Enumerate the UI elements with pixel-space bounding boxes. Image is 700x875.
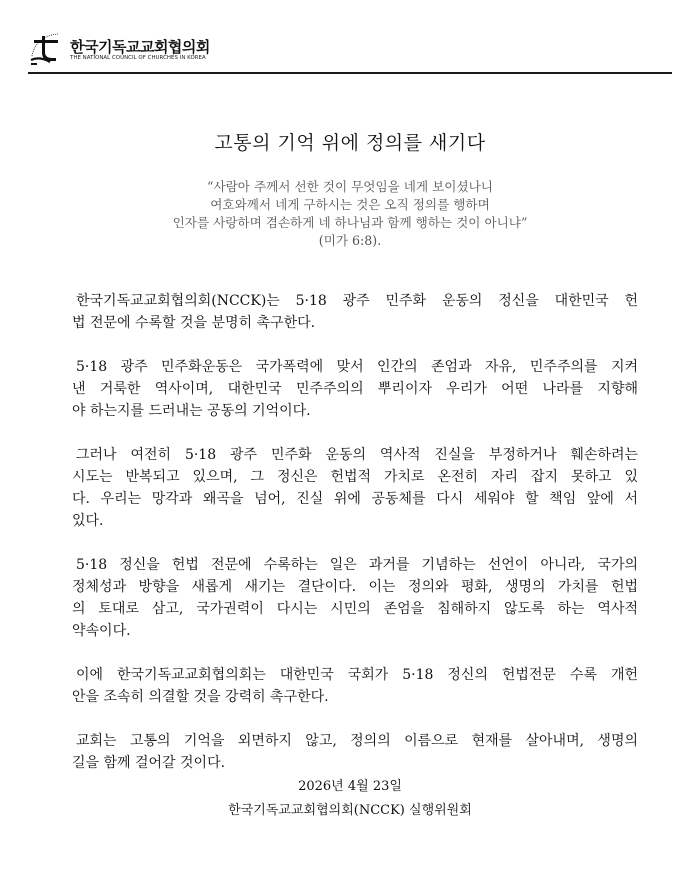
paragraph-line: 의 토대로 삼고, 국가권력이 다시는 시민의 존엄을 침해하지 않도록 하는 역사적 bbox=[72, 601, 638, 617]
org-name-ko: 한국기독교교회협의회 bbox=[70, 38, 210, 56]
paragraph-line: 낸 거룩한 역사이며, 대한민국 민주주의의 뿌리이자 우리가 어떤 나라를 지향해 bbox=[72, 381, 638, 397]
signature-date: 2026년 4월 23일 bbox=[298, 779, 402, 794]
paragraph-line: 야 하는지를 드러내는 공동의 기억이다. bbox=[72, 403, 311, 419]
quote-line: 여호와께서 네게 구하시는 것은 오직 정의를 행하며 bbox=[210, 197, 490, 212]
paragraph-line: 교회는 고통의 기억을 외면하지 않고, 정의의 이름으로 현재를 살아내며, 생명의 bbox=[76, 733, 638, 749]
paragraph-line: 안을 조속히 의결할 것을 강력히 촉구한다. bbox=[72, 689, 329, 705]
paragraph-line: 한국기독교교회협의회(NCCK)는 5·18 광주 민주화 운동의 정신을 대한민국 헌 bbox=[76, 293, 638, 309]
quote-line: 인자를 사랑하며 겸손하게 네 하나님과 함께 행하는 것이 아니냐” bbox=[172, 215, 528, 230]
header-divider bbox=[28, 72, 672, 74]
ncck-cross-logo-icon bbox=[28, 30, 66, 66]
signature-signer: 한국기독교교회협의회(NCCK) 실행위원회 bbox=[228, 803, 472, 818]
quote-line: “사람아 주께서 선한 것이 무엇임을 네게 보이셨나니 bbox=[207, 179, 493, 194]
paragraph bbox=[72, 444, 638, 532]
signature-block bbox=[0, 775, 700, 823]
paragraph-line: 5·18 정신을 헌법 전문에 수록하는 일은 과거를 기념하는 선언이 아니라, 국가의 bbox=[76, 557, 638, 573]
paragraph bbox=[72, 554, 638, 642]
paragraph bbox=[72, 664, 638, 708]
paragraph-line: 법 전문에 수록할 것을 분명히 촉구한다. bbox=[72, 315, 316, 331]
paragraph bbox=[72, 290, 638, 334]
paragraph-line: 약속이다. bbox=[72, 623, 131, 639]
paragraph bbox=[72, 356, 638, 422]
quote-citation: (미가 6:8). bbox=[318, 233, 382, 248]
paragraph-line: 길을 함께 걸어갈 것이다. bbox=[72, 755, 226, 771]
document-title: 고통의 기억 위에 정의를 새기다 bbox=[214, 132, 486, 154]
paragraph bbox=[72, 730, 638, 774]
paragraph-line: 5·18 광주 민주화운동은 국가폭력에 맞서 인간의 존엄과 자유, 민주주의를 지켜 bbox=[76, 359, 638, 375]
scripture-quote bbox=[0, 178, 700, 250]
paragraph-line: 그러나 여전히 5·18 광주 민주화 운동의 역사적 진실을 부정하거나 훼손하려는 bbox=[76, 447, 638, 463]
paragraph-line: 있다. bbox=[72, 513, 104, 529]
paragraph-line: 정체성과 방향을 새롭게 새기는 결단이다. 이는 정의와 평화, 생명의 가치를 헌법 bbox=[72, 579, 638, 595]
org-name-en: THE NATIONAL COUNCIL OF CHURCHES IN KOREA bbox=[70, 55, 206, 61]
statement-body bbox=[72, 290, 638, 796]
paragraph-line: 이에 한국기독교교회협의회는 대한민국 국회가 5·18 정신의 헌법전문 수록 개헌 bbox=[76, 667, 638, 683]
letterhead bbox=[28, 30, 672, 74]
paragraph-line: 시도는 반복되고 있으며, 그 정신은 헌법적 가치로 온전히 자리 잡지 못하고 있 bbox=[72, 469, 638, 485]
paragraph-line: 다. 우리는 망각과 왜곡을 넘어, 진실 위에 공동체를 다시 세워야 할 책임 앞에 서 bbox=[72, 491, 638, 507]
